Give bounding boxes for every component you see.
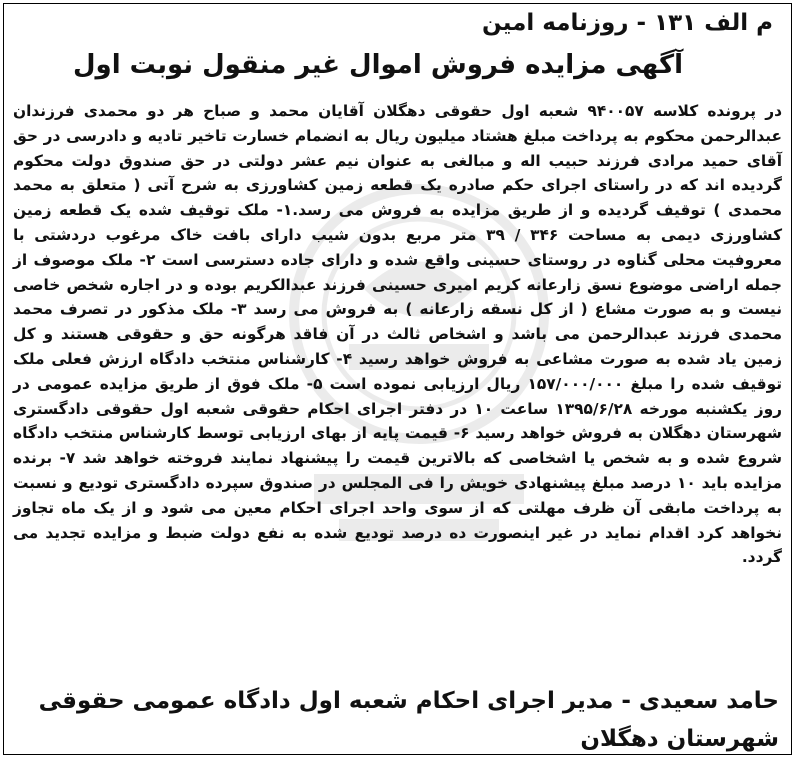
notice-title: آگهی مزایده فروش اموال غیر منقول نوبت اول bbox=[72, 50, 683, 80]
notice-body: در پرونده کلاسه ۹۴۰۰۵۷ شعبه اول حقوقی دهگلان آقایان محمد و صباح هر دو محمدی فرزندان عبدالرحمن محکوم به پرداخت مبلغ هشتاد میلیون ریال به انضمام خسارت تاخیر تادیه و دادرسی در حق آقای حمید مرادی فرزند حبیب اله و مبالغی به عنوان نیم عشر دولتی در حق صندوق دولت محکوم گردیده اند که در راستای اجرای حکم صادره یک قطعه زمین کشاورزی به شرح آتی ( متعلق به محمد محمدی ) توقیف گردیده و از طریق مزایده به فروش می رسد.۱- ملک توقیف شده یک قطعه زمین کشاورزی دیمی به مساحت ۳۴۶ / ۳۹ متر مربع بدون شیب دارای بافت خاک مرغوب دردشتی با معروفیت محلی گناوه در روستای حسینی واقع شده و دارای جاده دسترسی است ۲- ملک موصوف از جمله اراضی موضوع نسق زارعانه کریم امیری حسینی فرزند عبدالکریم بوده و در اجاره شخص خاصی نیست و به صورت مشاع ( از کل نسقه زارعانه ) به فروش می رسد ۳- ملک مذکور در تصرف محمد محمدی فرزند عبدالرحمن می باشد و اشخاص ثالث در آن فاقد هرگونه حق و حقوقی هستند و کل زمین یاد شده به صورت مشاعی به فروش خواهد رسید ۴- کارشناس منتخب دادگاه ارزش فعلی ملک توقیف شده را مبلغ ۱۵۷/۰۰۰/۰۰۰ ریال ارزیابی نموده است ۵- ملک فوق از طریق مزایده عمومی در روز یکشنبه مورخه ۱۳۹۵/۶/۲۸ ساعت ۱۰ در دفتر اجرای احکام حقوقی شعبه اول حقوقی دادگستری شهرستان دهگلان به فروش خواهد رسید ۶- قیمت پایه از بهای ارزیابی توسط کارشناس منتخب دادگاه شروع شده و به شخص یا اشخاصی که بالاترین قیمت را پیشنهاد نمایند فروخته خواهد شد ۷- برنده مزایده باید ۱۰ درصد مبلغ پیشنهادی خویش را فی المجلس در صندوق سپرده دادگستری تودیع و نسبت به پرداخت مابقی آن ظرف مهلتی که از سوی واحد اجرای احکام معین می شود و از یک ماه تجاوز نخواهد کرد اقدام نماید در غیر اینصورت ده درصد تودیع شده به نفع دولت ضبط و مزایده تجدید می گردد. bbox=[13, 102, 783, 567]
newspaper-reference: م الف ۱۳۱ - روزنامه امین bbox=[482, 10, 773, 36]
auction-notice bbox=[3, 3, 792, 755]
signature: حامد سعیدی - مدیر اجرای احکام شعبه اول دادگاه عمومی حقوقی شهرستان دهگلان bbox=[38, 688, 779, 752]
